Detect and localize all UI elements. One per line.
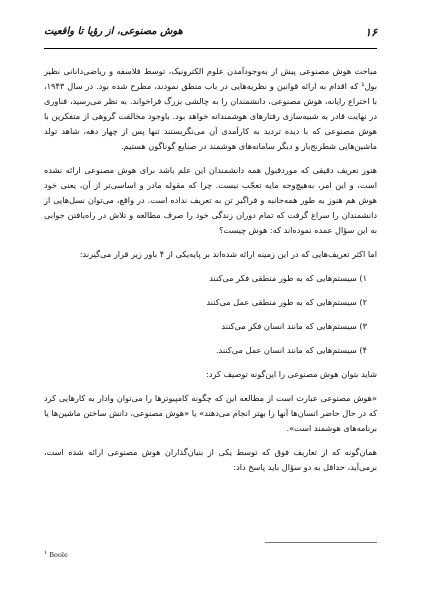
footnote-marker: 1 bbox=[44, 550, 48, 556]
list-item-4: ۴) سیستم‌هایی که مانند انسان عمل می‌کنند. bbox=[215, 345, 367, 355]
footnote bbox=[44, 550, 68, 559]
paragraph-3: اما اکثر تعریف‌هایی که در این زمینه ارائه شده‌اند بر پایه‌یکی از ۴ باور زیر قرار می‌گیرند: bbox=[79, 249, 377, 259]
running-title: هوش مصنوعی، از رؤیا تا واقعیت bbox=[44, 26, 183, 37]
page-body bbox=[44, 64, 377, 484]
page-number: ۱۶ bbox=[365, 26, 377, 39]
header-divider bbox=[44, 48, 377, 49]
paragraph-2: هنوز تعریف دقیقی که موردقبول همه دانشمندان این علم باشد برای هوش مصنوعی ارائه نشده است، و این امر، به‌هیچ‌وجه مایه تعجّب نیست. چرا که مقوله مادر و اساسی‌تر از آن، یعنی خود هوش هم هنوز به طور همه‌جانبه و فراگیر تن به تعریف نداده است. در واقع، می‌توان نسل‌هایی از دانشمندان را سراغ گرفت که تمام دوران زندگی خود را صرف مطالعه و تلاش در راه‌یافتن جوابی به این سؤال عمده نموده‌اند که: هوش چیست؟ bbox=[44, 165, 377, 235]
list-item-2: ۲) سیستم‌هایی که به طور منطقی عمل می‌کنند bbox=[206, 297, 367, 307]
paragraph-1: مباحث هوش مصنوعی پیش از به‌وجودآمدن علوم الکترونیک، توسط فلاسفه و ریاضی‌دانانی نظیر بول¹ که اقدام به ارائه قوانین و نظریه‌هایی در باب منطق نمودند، مطرح شده بود. در سال ۱۹۴۳، با اختراع رایانه، هوش مصنوعی، دانشمندان را به چالشی بزرگ فراخواند. به نظر می‌رسید، فناوری در نهایت قادر به شبیه‌سازی رفتارهای هوشمندانه خواهد بود. باوجود مخالفت گروهی از متفکرین با هوش مصنوعی که با دیده تردید به کارآمدی آن می‌نگریستند تنها پس از چهار دهه، شاهد تولد ماشین‌هایی شطرنج‌باز و دیگر سامانه‌های هوشمند در صنایع گوناگون هستیم. bbox=[44, 66, 377, 151]
footnote-text: Boole bbox=[49, 551, 68, 560]
paragraph-5-quote: «هوش مصنوعی عبارت است از مطالعه این که چگونه کامپیوترها را می‌توان وادار به کارهایی کرد که در حال حاضر انسان‌ها آنها را بهتر انجام می‌دهند» یا «هوش مصنوعی، دانش ساختن ماشین‌ها یا برنامه‌های هوشمند است». bbox=[44, 393, 377, 433]
paragraph-4: شاید بتوان هوش مصنوعی را این‌گونه توصیف کرد: bbox=[206, 369, 377, 379]
paragraph-6: همان‌گونه که از تعاریف فوق که توسط یکی از بنیان‌گذاران هوش مصنوعی ارائه شده است، برمی‌آید، حداقل به دو سؤال باید پاسخ داد: bbox=[44, 447, 377, 472]
list-item-1: ۱) سیستم‌هایی که به طور منطقی فکر می‌کنند bbox=[209, 273, 367, 283]
footnote-divider bbox=[265, 542, 377, 543]
page-header bbox=[44, 26, 377, 44]
list-item-3: ۳) سیستم‌هایی که مانند انسان فکر می‌کنند bbox=[221, 321, 367, 331]
